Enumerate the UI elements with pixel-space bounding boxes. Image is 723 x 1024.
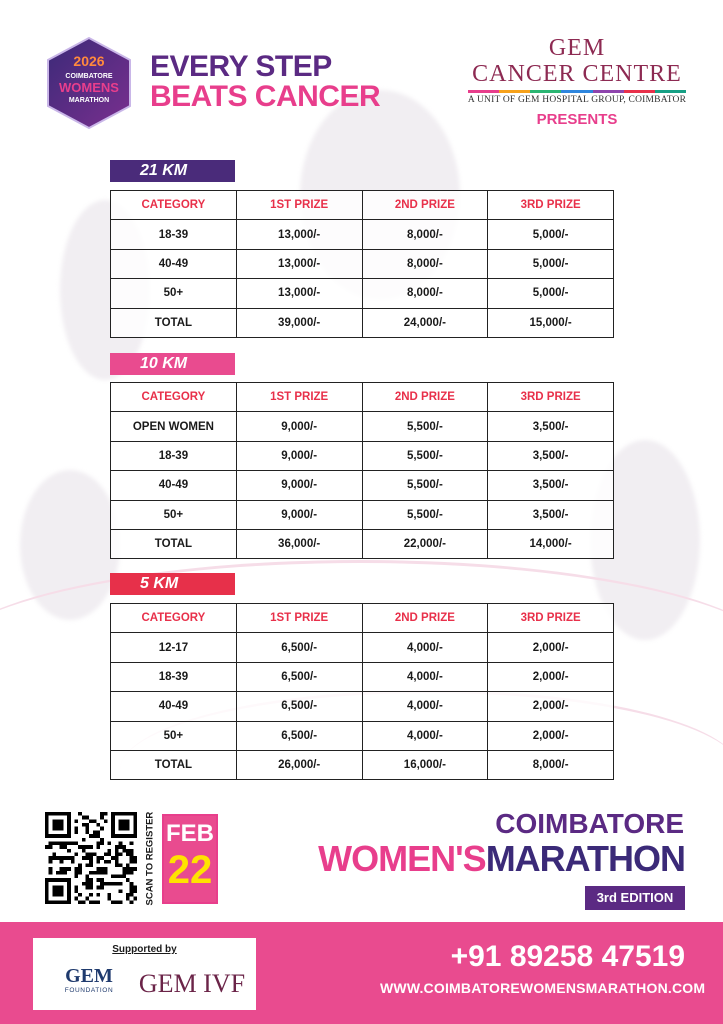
table-cell: 12-17 [111, 633, 237, 662]
scan-to-register-text: SCAN TO REGISTER [144, 811, 156, 906]
table-row [111, 500, 614, 529]
event-date-box [162, 814, 218, 904]
table-cell: 14,000/- [488, 529, 614, 558]
table-cell: 18-39 [111, 441, 237, 470]
table-row [111, 441, 614, 470]
event-title-part-2: MARATHON [485, 838, 685, 879]
table-header-row [111, 604, 614, 633]
edition-badge: 3rd EDITION [585, 886, 685, 910]
table-cell: 3,500/- [488, 412, 614, 441]
column-header: 1ST PRIZE [236, 383, 362, 412]
scan-to-register-label [142, 811, 156, 906]
table-cell: 8,000/- [362, 279, 488, 308]
column-header: 3RD PRIZE [488, 191, 614, 220]
section-tag-10km: 10 KM [110, 353, 235, 375]
table-cell: 15,000/- [488, 308, 614, 337]
table-cell: 2,000/- [488, 633, 614, 662]
column-header: 3RD PRIZE [488, 604, 614, 633]
table-cell: 39,000/- [236, 308, 362, 337]
table-cell: 40-49 [111, 249, 237, 278]
table-cell: 22,000/- [362, 529, 488, 558]
table-row [111, 249, 614, 278]
table-cell: 40-49 [111, 692, 237, 721]
table-cell: 18-39 [111, 662, 237, 691]
organizer-logo [462, 36, 692, 128]
table-cell: 24,000/- [362, 308, 488, 337]
column-header: 2ND PRIZE [362, 604, 488, 633]
table-cell: 6,500/- [236, 692, 362, 721]
column-header: 1ST PRIZE [236, 604, 362, 633]
sponsor-gem-foundation-sub: FOUNDATION [64, 987, 114, 994]
table-cell: 9,000/- [236, 441, 362, 470]
sponsor-gem-ivf-logo: GEM IVF [138, 969, 246, 998]
table-cell: 5,000/- [488, 249, 614, 278]
organizer-name-line-1: GEM [548, 35, 606, 61]
column-header: 2ND PRIZE [362, 383, 488, 412]
table-row [111, 279, 614, 308]
table-row [111, 412, 614, 441]
table-header-row [111, 383, 614, 412]
column-header: CATEGORY [111, 191, 237, 220]
contact-phone[interactable]: +91 89258 47519 [450, 940, 685, 973]
table-cell: 5,500/- [362, 441, 488, 470]
table-cell: 2,000/- [488, 662, 614, 691]
table-header-row [111, 191, 614, 220]
sponsors-box [33, 938, 256, 1010]
event-day: 22 [167, 848, 213, 892]
table-cell: 8,000/- [362, 220, 488, 249]
event-city: COIMBATORE [495, 808, 684, 839]
table-cell: TOTAL [111, 750, 237, 779]
event-badge-logo [42, 36, 136, 130]
badge-event-sub: MARATHON [68, 97, 110, 104]
table-cell: 9,000/- [236, 500, 362, 529]
table-cell: 5,500/- [362, 471, 488, 500]
table-row [111, 662, 614, 691]
table-cell: 6,500/- [236, 721, 362, 750]
table-cell: 13,000/- [236, 220, 362, 249]
table-total-row [111, 529, 614, 558]
table-cell: 26,000/- [236, 750, 362, 779]
table-total-row [111, 750, 614, 779]
table-cell: 13,000/- [236, 249, 362, 278]
table-total-row [111, 308, 614, 337]
badge-city: COIMBATORE [65, 73, 113, 80]
table-cell: 6,500/- [236, 662, 362, 691]
table-cell: 3,500/- [488, 500, 614, 529]
table-cell: 13,000/- [236, 279, 362, 308]
event-title-part-1: WOMEN'S [318, 838, 486, 879]
presents-label: PRESENTS [536, 111, 618, 128]
event-month: FEB [166, 820, 214, 847]
section-tag-5km: 5 KM [110, 573, 235, 595]
table-cell: 4,000/- [362, 721, 488, 750]
table-cell: TOTAL [111, 308, 237, 337]
table-cell: TOTAL [111, 529, 237, 558]
register-qr-code[interactable] [45, 812, 137, 904]
website-link[interactable]: WWW.COIMBATOREWOMENSMARATHON.COM [380, 980, 706, 996]
table-cell: 6,500/- [236, 633, 362, 662]
sponsor-gem-foundation-logo: GEM [65, 965, 113, 987]
table-cell: 2,000/- [488, 692, 614, 721]
table-cell: 3,500/- [488, 471, 614, 500]
table-row [111, 721, 614, 750]
table-cell: 5,000/- [488, 220, 614, 249]
table-cell: 5,500/- [362, 500, 488, 529]
column-header: 3RD PRIZE [488, 383, 614, 412]
badge-hexagon-icon [42, 36, 136, 130]
column-header: 2ND PRIZE [362, 191, 488, 220]
slogan [150, 52, 380, 112]
footer-bar [0, 922, 723, 1024]
prize-table-21km [110, 190, 614, 338]
organizer-name-line-2: CANCER CENTRE [472, 61, 682, 87]
table-row [111, 633, 614, 662]
table-row [111, 471, 614, 500]
table-cell: 50+ [111, 500, 237, 529]
slogan-line-2: BEATS CANCER [150, 80, 381, 113]
badge-year: 2026 [73, 53, 105, 69]
table-cell: 40-49 [111, 471, 237, 500]
table-cell: 18-39 [111, 220, 237, 249]
section-tag-21km: 21 KM [110, 160, 235, 182]
column-header: CATEGORY [111, 383, 237, 412]
slogan-line-1: EVERY STEP [150, 50, 332, 83]
prize-table-5km [110, 603, 614, 780]
color-stripe [468, 90, 686, 93]
table-cell: 5,000/- [488, 279, 614, 308]
organizer-subtitle: A UNIT OF GEM HOSPITAL GROUP, COIMBATOR [467, 95, 687, 105]
qr-code-icon [45, 812, 137, 904]
table-cell: 4,000/- [362, 662, 488, 691]
event-title [290, 838, 685, 880]
table-cell: 9,000/- [236, 471, 362, 500]
table-cell: 4,000/- [362, 692, 488, 721]
table-cell: 4,000/- [362, 633, 488, 662]
table-cell: 50+ [111, 721, 237, 750]
table-row [111, 692, 614, 721]
prize-table-10km [110, 382, 614, 559]
table-cell: 16,000/- [362, 750, 488, 779]
column-header: CATEGORY [111, 604, 237, 633]
badge-event: WOMENS [59, 80, 119, 95]
table-cell: 36,000/- [236, 529, 362, 558]
table-cell: OPEN WOMEN [111, 412, 237, 441]
table-cell: 2,000/- [488, 721, 614, 750]
table-cell: 5,500/- [362, 412, 488, 441]
table-cell: 9,000/- [236, 412, 362, 441]
table-cell: 8,000/- [488, 750, 614, 779]
table-cell: 3,500/- [488, 441, 614, 470]
table-row [111, 220, 614, 249]
table-cell: 8,000/- [362, 249, 488, 278]
column-header: 1ST PRIZE [236, 191, 362, 220]
supported-by-label: Supported by [112, 944, 177, 955]
table-cell: 50+ [111, 279, 237, 308]
